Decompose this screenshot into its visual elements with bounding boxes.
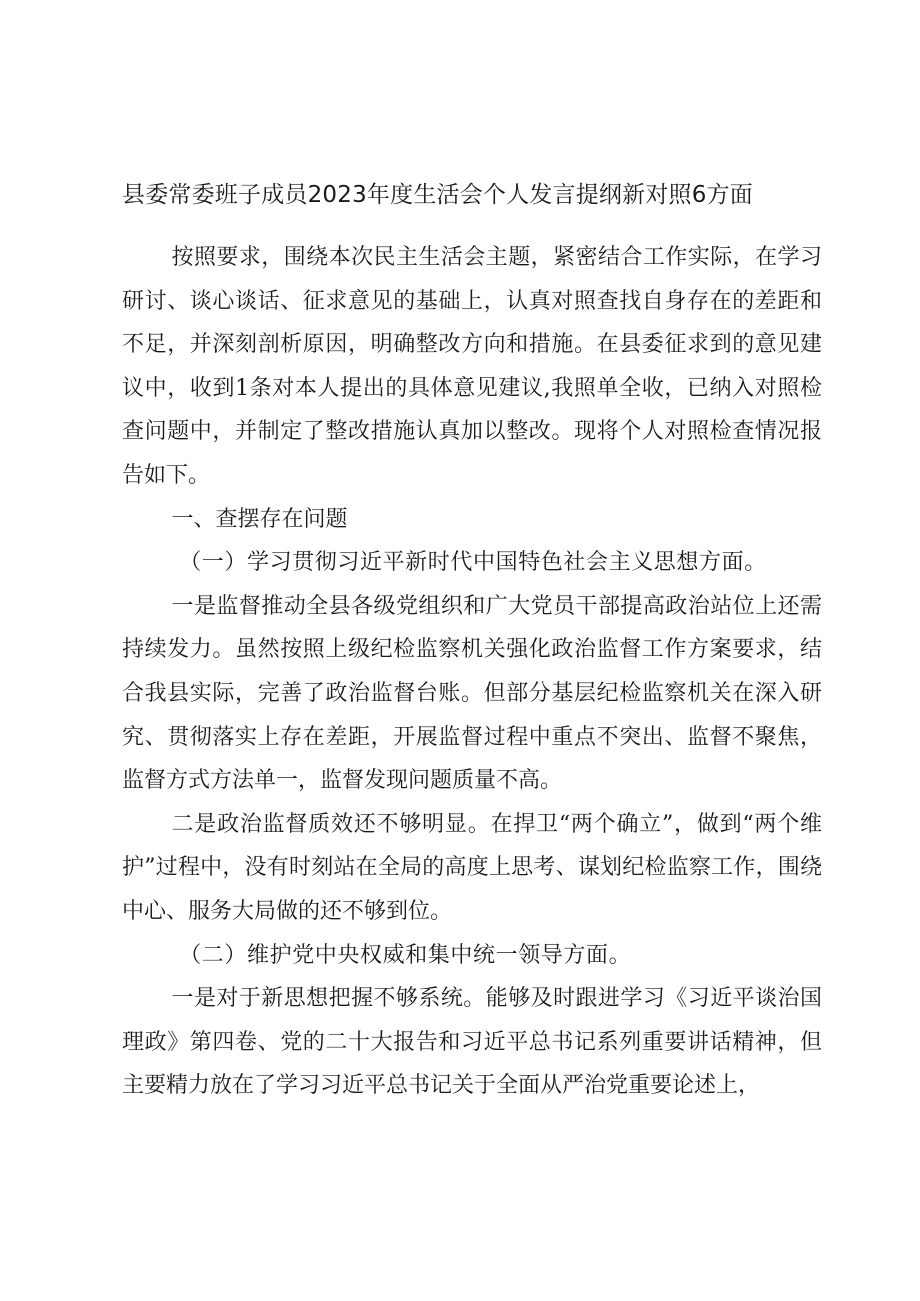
document-body bbox=[122, 236, 822, 1108]
body-paragraph: 一是对于新思想把握不够系统。能够及时跟进学习《习近平谈治国理政》第四卷、党的二十大报告和习近平总书记系列重要讲话精神，但主要精力放在了学习习近平总书记关于全面从严治党重要论述上， bbox=[122, 986, 822, 1099]
document-title: 县委常委班子成员2023年度生活会个人发言提纲新对照6方面 bbox=[122, 182, 753, 208]
intro-paragraph: 按照要求，围绕本次民主生活会主题，紧密结合工作实际，在学习研讨、谈心谈话、征求意见的基础上，认真对照查找自身存在的差距和不足，并深刻剖析原因，明确整改方向和措施。在县委征求到的意见建议中，收到1条对本人提出的具体意见建议,我照单全收，已纳入对照检查问题中，并制定了整改措施认真加以整改。现将个人对照检查情况报告如下。 bbox=[122, 245, 822, 488]
subsection-heading: （二）维护党中央权威和集中统一领导方面。 bbox=[179, 942, 632, 968]
body-paragraph: 一是监督推动全县各级党组织和广大党员干部提高政治站位上还需持续发力。虽然按照上级纪检监察机关强化政治监督工作方案要求，结合我县实际，完善了政治监督台账。但部分基层纪检监察机关在深入研究、贯彻落实上存在差距，开展监督过程中重点不突出、监督不聚焦，监督方式方法单一，监督发现问题质量不高。 bbox=[122, 593, 822, 794]
body-paragraph: 二是政治监督质效还不够明显。在捍卫“两个确立”，做到“两个维护”过程中，没有时刻站在全局的高度上思考、谋划纪检监察工作，围绕中心、服务大局做的还不够到位。 bbox=[122, 811, 822, 924]
subsection-heading: （一）学习贯彻习近平新时代中国特色社会主义思想方面。 bbox=[179, 550, 767, 576]
section-heading: 一、查摆存在问题 bbox=[171, 506, 348, 532]
